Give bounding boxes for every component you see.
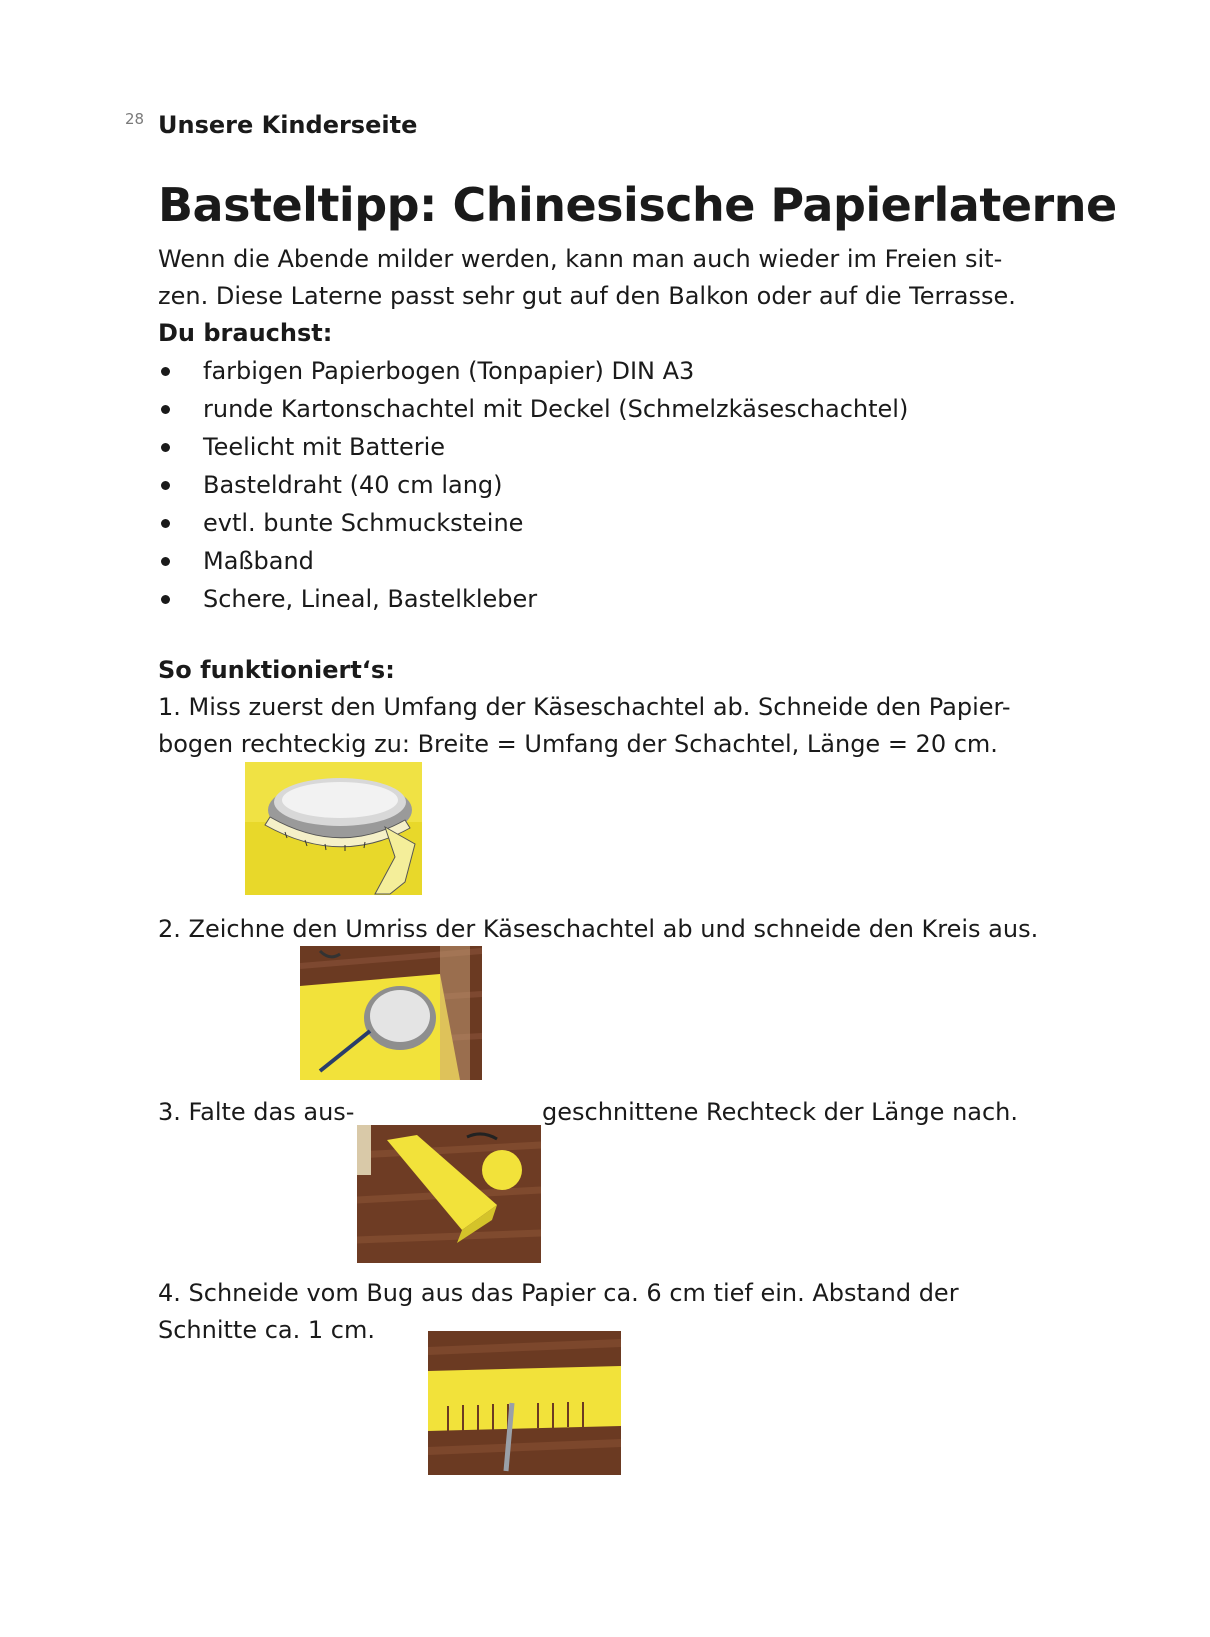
bullet-icon [161, 519, 170, 528]
intro-line-1: Wenn die Abende milder werden, kann man auch wieder im Freien sit- [158, 245, 1003, 273]
list-item: farbigen Papierbogen (Tonpapier) DIN A3 [158, 352, 908, 390]
headline: Basteltipp: Chinesische Papierlaterne [158, 178, 1117, 232]
materials-list [158, 352, 908, 618]
photo-tracing-circle [300, 946, 482, 1080]
photo-measuring-box [245, 762, 422, 895]
list-item: evtl. bunte Schmucksteine [158, 504, 908, 542]
photo-folded-strip [357, 1125, 541, 1263]
photo-cutting-fringe [428, 1331, 621, 1475]
list-item: Basteldraht (40 cm lang) [158, 466, 908, 504]
instructions-heading: So funktioniert‘s: [158, 656, 395, 684]
materials-heading: Du brauchst: [158, 319, 333, 347]
list-item: Schere, Lineal, Bastelkleber [158, 580, 908, 618]
intro-line-2: zen. Diese Laterne passt sehr gut auf den Balkon oder auf die Terrasse. [158, 282, 1016, 310]
step-1-line-1: 1. Miss zuerst den Umfang der Käseschachtel ab. Schneide den Papier- [158, 693, 1011, 721]
bullet-icon [161, 557, 170, 566]
bullet-icon [161, 367, 170, 376]
section-title: Unsere Kinderseite [158, 111, 418, 139]
step-4-line-2: Schnitte ca. 1 cm. [158, 1316, 375, 1344]
step-3-part-1: 3. Falte das aus- [158, 1098, 355, 1126]
page-number: 28 [125, 110, 145, 128]
bullet-icon [161, 481, 170, 490]
bullet-icon [161, 595, 170, 604]
step-4-line-1: 4. Schneide vom Bug aus das Papier ca. 6 cm tief ein. Abstand der [158, 1279, 959, 1307]
list-item: Teelicht mit Batterie [158, 428, 908, 466]
list-item: Maßband [158, 542, 908, 580]
bullet-icon [161, 405, 170, 414]
step-3-part-2: geschnittene Rechteck der Länge nach. [542, 1098, 1019, 1126]
bullet-icon [161, 443, 170, 452]
list-item: runde Kartonschachtel mit Deckel (Schmelzkäseschachtel) [158, 390, 908, 428]
step-1-line-2: bogen rechteckig zu: Breite = Umfang der Schachtel, Länge = 20 cm. [158, 730, 998, 758]
step-2: 2. Zeichne den Umriss der Käseschachtel ab und schneide den Kreis aus. [158, 915, 1039, 943]
